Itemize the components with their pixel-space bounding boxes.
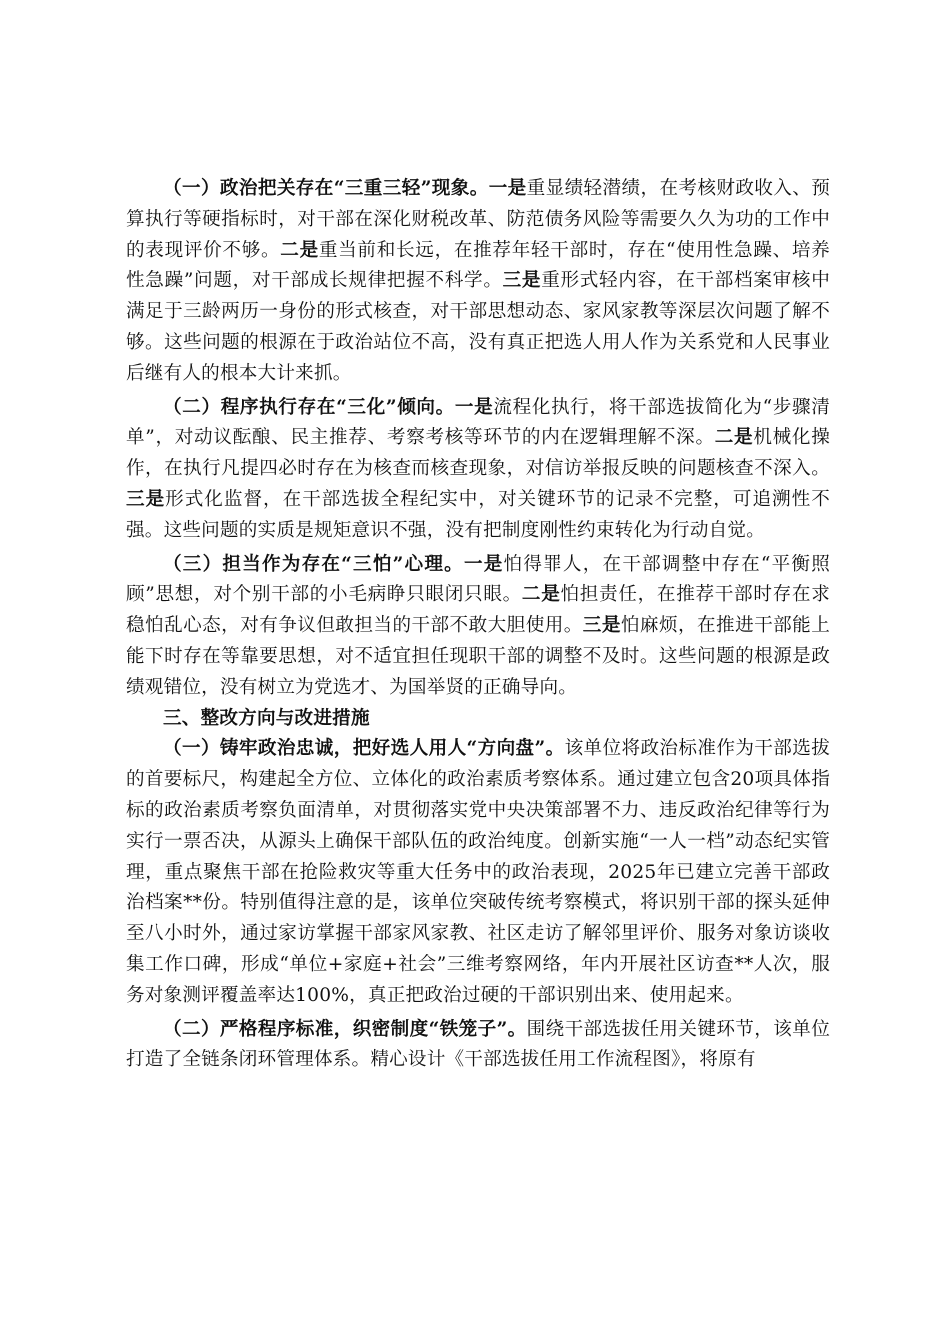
problem-3-item-1-text: 怕得罪人，在干部调整中存在“平衡照顾”思想，对个别干部的小毛病睁只眼闭只眼。: [126, 553, 830, 606]
paragraph-measure-2: [126, 1015, 830, 1077]
problem-2-item-1-text: 流程化执行，将干部选拔简化为“步骤清单”，对动议酝酿、民主推荐、考察考核等环节的内在逻辑理解不深。: [126, 396, 831, 449]
problem-1-item-1-marker: 一是: [488, 178, 527, 199]
measure-2-lead: （二）严格程序标准，织密制度“铁笼子”。: [163, 1018, 527, 1040]
problem-1-item-3-text: 重形式轻内容，在干部档案审核中满足于三龄两历一身份的形式核查，对干部思想动态、家风家教等深层次问题了解不够。这些问题的根源在于政治站位不高，没有真正把选人用人作为关系党和人民事业后继有人的根本大计来抓。: [126, 270, 830, 384]
problem-2-item-1-marker: 一是: [454, 396, 494, 418]
problem-1-item-2-marker: 二是: [280, 239, 319, 261]
paragraph-problem-2: [126, 393, 830, 547]
problem-3-item-2-text: 怕担责任，在推荐干部时存在求稳怕乱心态，对有争议但敢担当的干部不敢大胆使用。: [126, 584, 830, 637]
problem-2-lead: （二）程序执行存在“三化”倾向。: [163, 396, 455, 418]
problem-1-lead: （一）政治把关存在“三重三轻”现象。: [163, 178, 489, 199]
problem-2-item-3-text: 形式化监督，在干部选拔全程纪实中，对关键环节的记录不完整，可追溯性不强。这些问题的实质是规矩意识不强，没有把制度刚性约束转化为行动自觉。: [126, 488, 830, 541]
measure-2-text: 围绕干部选拔任用关键环节，该单位打造了全链条闭环管理体系。精心设计《干部选拔任用工作流程图》，将原有: [126, 1018, 830, 1071]
paragraph-problem-1: [126, 174, 830, 390]
problem-3-lead: （三）担当作为存在“三怕”心理。: [163, 553, 464, 575]
measure-1-text: 该单位将政治标准作为干部选拔的首要标尺，构建起全方位、立体化的政治素质考察体系。通过建立包含20项具体指标的政治素质考察负面清单，对贯彻落实党中央决策部署不力、违反政治纪律等行为实行一票否决，从源头上确保干部队伍的政治纯度。创新实施“一人一档”动态纪实管理，重点聚焦干部在抢险救灾等重大任务中的政治表现，2025年已建立完善干部政治档案**份。特别值得注意的是，该单位突破传统考察模式，将识别干部的探头延伸至八小时外，通过家访掌握干部家风家教、社区走访了解邻里评价、服务对象访谈收集工作口碑，形成“单位+家庭+社会”三维考察网络，年内开展社区访查**人次，服务对象测评覆盖率达100%，真正把政治过硬的干部识别出来、使用起来。: [126, 738, 830, 1006]
measure-1-lead: （一）铸牢政治忠诚，把好选人用人“方向盘”。: [163, 738, 565, 760]
document-page: [126, 174, 830, 1076]
paragraph-measure-1: [126, 734, 830, 1011]
problem-2-item-2-text: 机械化操作，在执行凡提四必时存在为核查而核查现象，对信访举报反映的问题核查不深入。: [126, 427, 830, 480]
problem-3-item-3-marker: 三是: [582, 615, 621, 637]
problem-2-item-2-marker: 二是: [714, 427, 754, 449]
paragraph-problem-3: [126, 550, 830, 704]
problem-1-item-3-marker: 三是: [502, 270, 542, 292]
problem-2-item-3-marker: 三是: [126, 488, 166, 510]
problem-3-item-1-marker: 一是: [463, 553, 504, 575]
problem-3-item-3-text: 怕麻烦，在推进干部能上能下时存在等靠要思想，对不适宜担任现职干部的调整不及时。这些问题的根源是政绩观错位，没有树立为党选才、为国举贤的正确导向。: [126, 615, 830, 698]
problem-3-item-2-marker: 二是: [521, 584, 561, 606]
problem-1-item-2-text: 重当前和长远，在推荐年轻干部时，存在“使用性急躁、培养性急躁”问题，对干部成长规律把握不科学。: [126, 239, 830, 292]
problem-1-item-1-text: 重显绩轻潜绩，在考核财政收入、预算执行等硬指标时，对干部在深化财税改革、防范债务风险等需要久久为功的工作中的表现评价不够。: [126, 178, 830, 261]
section-heading: 三、整改方向与改进措施: [163, 707, 370, 729]
